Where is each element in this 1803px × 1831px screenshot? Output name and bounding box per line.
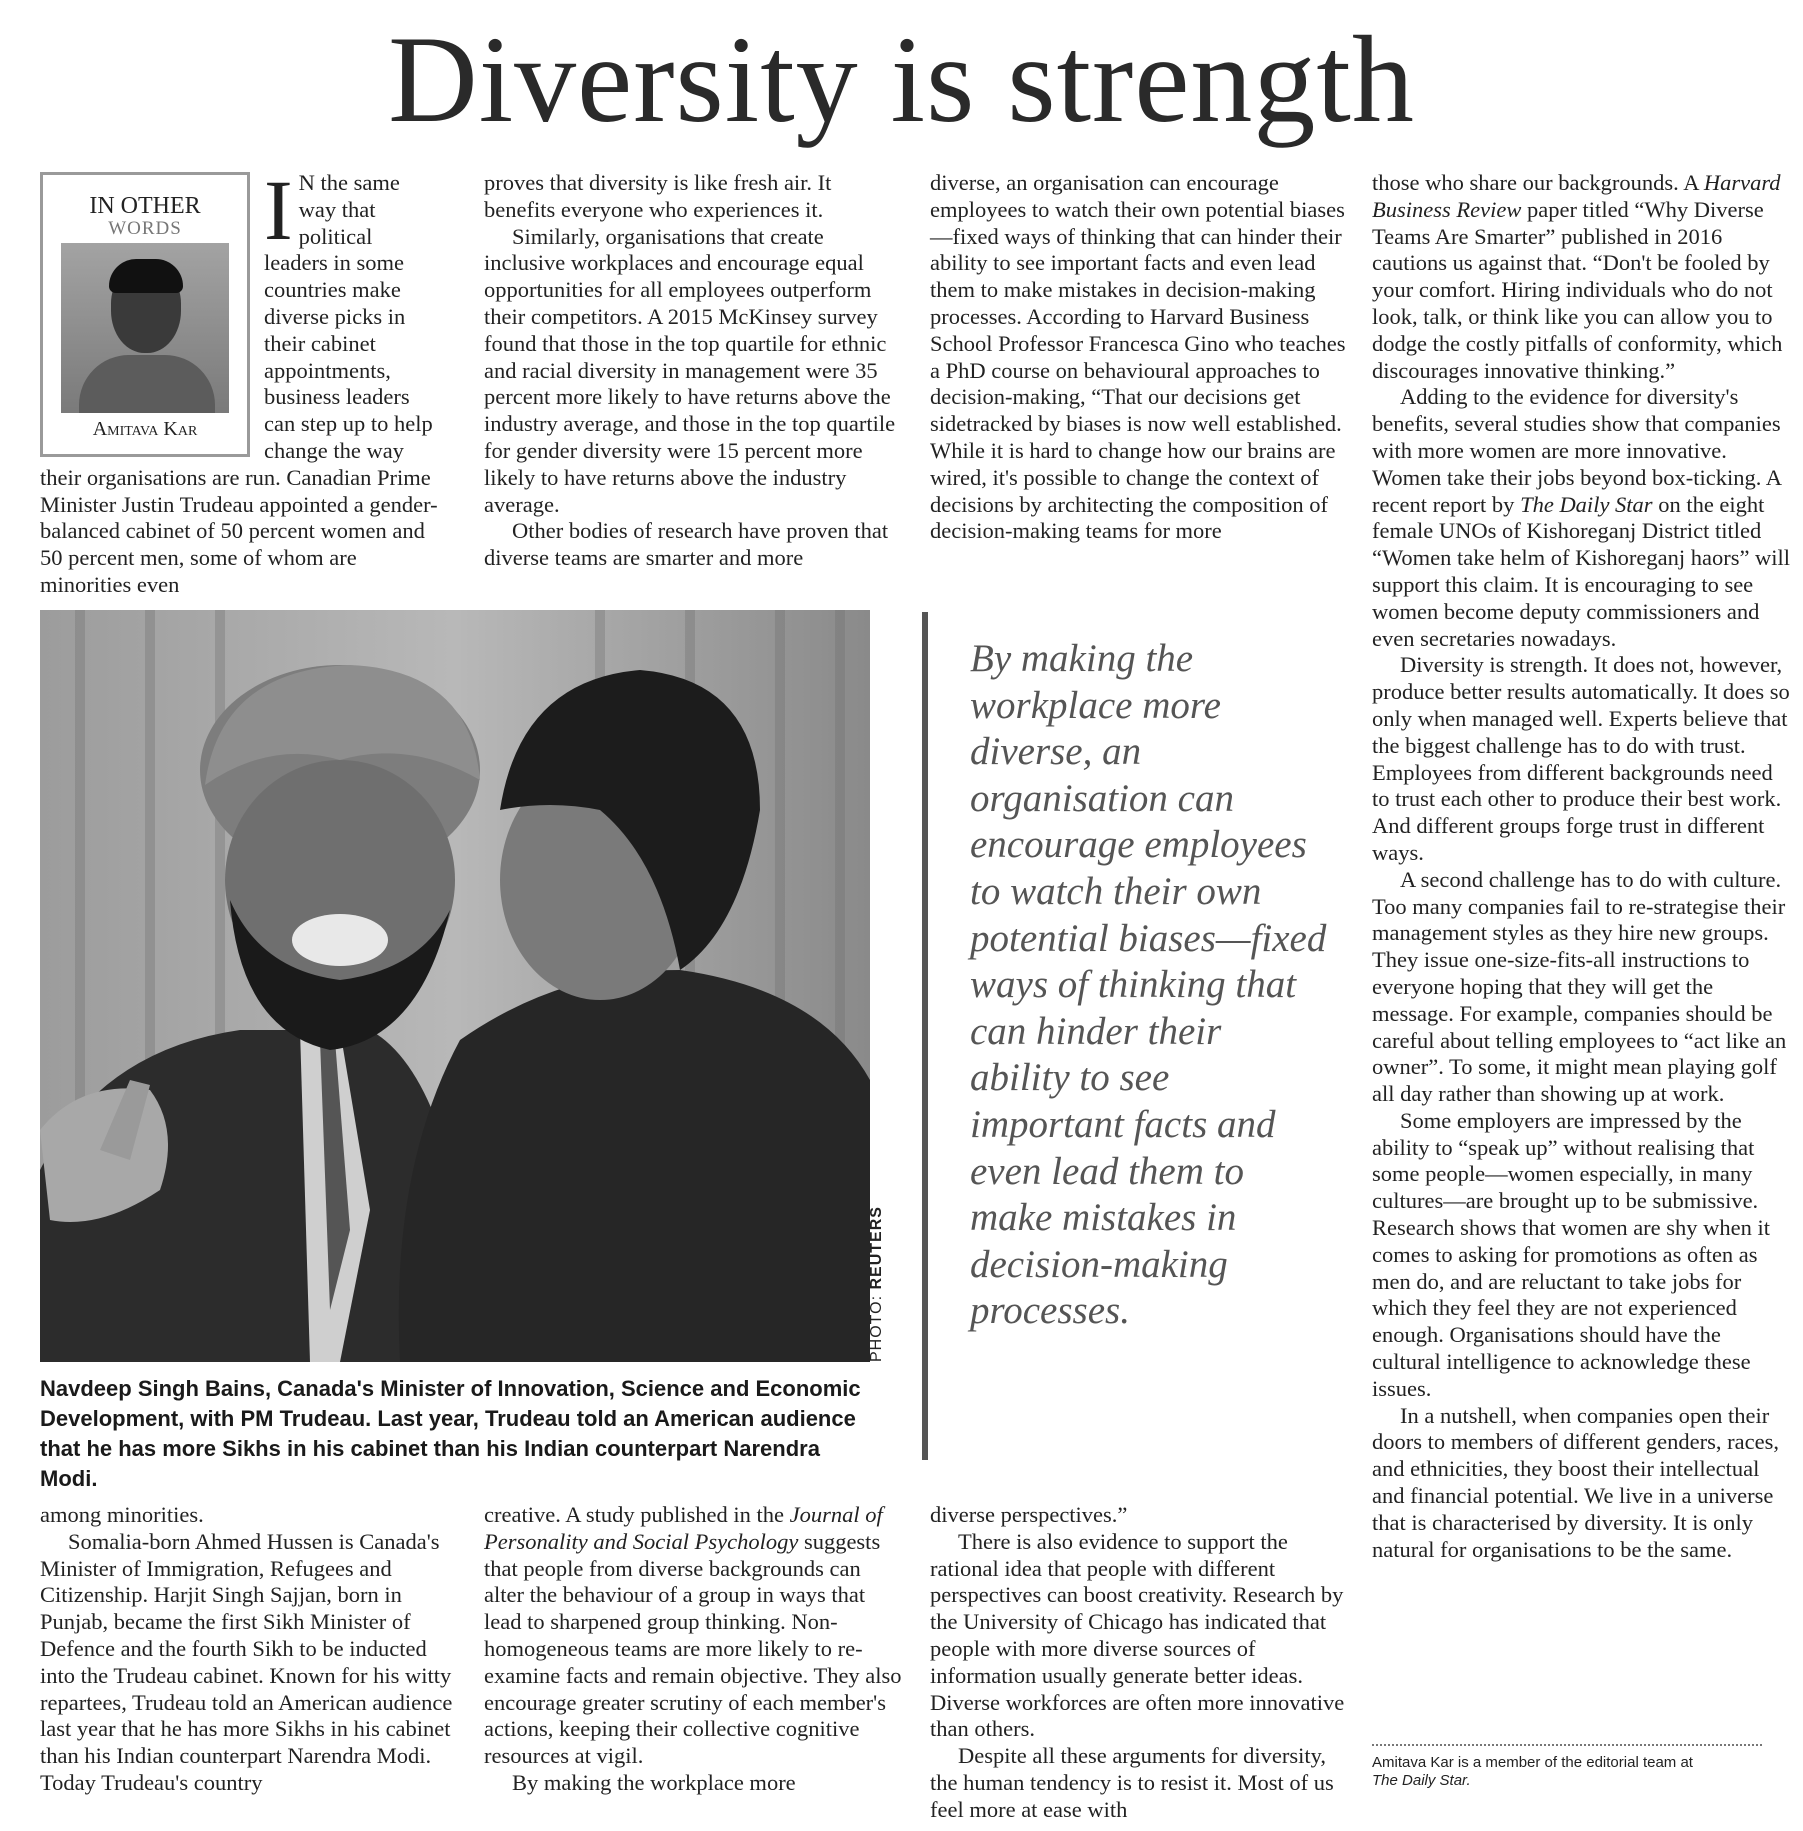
author-headshot [61, 243, 229, 413]
paragraph: There is also evidence to support the rational idea that people with different perspectives can boost creativity. Research by the University of Chicago has indicated that people with more diverse sources of information usually generate better ideas. Diverse workforces are often more innovative than others. [930, 1528, 1345, 1742]
column-4 [1372, 170, 1792, 1563]
paragraph: Adding to the evidence for diversity's benefits, several studies show that companies with more women are more innovative. Women take their jobs beyond box-ticking. A recent report by The Daily Star on the eight female UNOs of Kishoreganj District titled “Women take helm of Kishoreganj haors” will support this claim. It is encouraging to see women become deputy commissioners and even secretaries nowadays. [1372, 384, 1791, 651]
paragraph: Diversity is strength. It does not, however, produce better results automatically. It does so only when managed well. Experts believe that the biggest challenge has to do with trust. Employees from different backgrounds need to trust each other to produce their best work. And different groups forge trust in different ways. [1372, 652, 1790, 865]
pull-quote: By making the workplace more diverse, an organisation can encourage employees to watch their own potential biases—fixed ways of thinking that can hinder their ability to see important facts and even lead them to make mistakes in decision-making processes. [970, 637, 1327, 1333]
publication-name: The Daily Star [1520, 491, 1653, 517]
headline: Diversity is strength [388, 11, 1415, 148]
paragraph: By making the workplace more [512, 1769, 796, 1795]
column-2-bottom [484, 1502, 904, 1797]
paragraph: A second challenge has to do with culture. Too many companies fail to re-strategise their management styles as they hire new groups. They issue one-size-fits-all instructions to everyone hoping that they will get the message. For example, companies should be careful about telling employees to “act like an owner”. To some, it might mean playing golf all day rather than showing up at work. [1372, 866, 1787, 1107]
publication-name: The Daily Star. [1372, 1772, 1471, 1789]
column-kicker-sub: WORDS [108, 218, 182, 239]
photo-credit: PHOTO: REUTERS [868, 1206, 885, 1362]
paragraph: those who share our backgrounds. A Harvard Business Review paper titled “Why Diverse Teams Are Smarter” published in 2016 cautions us against that. “Don't be fooled by your comfort. Hiring individuals who do not look, talk, or think like you can allow you to dodge the costly pitfalls of conformity, which discourages innovative thinking.” [1372, 170, 1783, 383]
paragraph: Despite all these arguments for diversity, the human tendency is to resist it. Most of us feel more at ease with [930, 1743, 1334, 1822]
paragraph: diverse perspectives.” [930, 1502, 1128, 1527]
column-3-bottom [930, 1502, 1350, 1824]
column-3-top [930, 170, 1350, 545]
photo-caption: Navdeep Singh Bains, Canada's Minister of Innovation, Science and Economic Development, with PM Trudeau. Last year, Trudeau told an American audience that he has more Sikhs in his cabinet than his Indian counterpart Narendra Modi. [40, 1376, 861, 1491]
column-kicker: IN OTHER [89, 193, 201, 219]
journal-name: Journal of Personality and Social Psychology [484, 1502, 883, 1554]
publication-name: Harvard Business Review [1372, 170, 1781, 222]
pullquote-rule [922, 612, 928, 1460]
author-bio: Amitava Kar is a member of the editorial team at The Daily Star. [1372, 1754, 1693, 1789]
paragraph: creative. A study published in the Journal of Personality and Social Psychology suggests that people from diverse backgrounds can alter the behaviour of a group in ways that lead to sharpened group thinking. Non-homogeneous teams are more likely to re-examine facts and remain objective. They also encourage greater scrutiny of each member's actions, keeping their collective cognitive resources at vigil. [484, 1502, 902, 1769]
author-name: Amitava Kar [92, 418, 198, 440]
column-2-top [484, 170, 904, 572]
paragraph: diverse, an organisation can encourage employees to watch their own potential biases—fixed ways of thinking that can hinder their ability to see important facts and even lead them to make mistakes in decision-making processes. According to Harvard Business School Professor Francesca Gino who teaches a PhD course on behavioural approaches to decision-making, “That our decisions get sidetracked by biases is now well established. While it is hard to change how our brains are wired, it's possible to change the context of decisions by architecting the composition of decision-making teams for more [930, 170, 1346, 544]
paragraph: proves that diversity is like fresh air. It benefits everyone who experiences it. [484, 170, 832, 222]
bio-divider [1372, 1744, 1762, 1746]
news-photo [40, 610, 870, 1362]
paragraph: Similarly, organisations that create inclusive workplaces and encourage equal opportunities for all employees outperform their competitors. A 2015 McKinsey survey found that those in the top quartile for ethnic and racial diversity in management were 35 percent more likely to have returns above the industry average, and those in the top quartile for gender diversity were 15 percent more likely to have returns above the industry average. [484, 223, 896, 517]
drop-cap: I [264, 162, 293, 258]
column-byline-box [40, 172, 250, 457]
column-1-bottom [40, 1502, 460, 1797]
column-1-top [40, 162, 440, 599]
paragraph: In a nutshell, when companies open their doors to members of different genders, races, and ethnicities, they boost their intellectual and financial potential. We live in a universe that is characterised by diversity. It is only natural for organisations to be the same. [1372, 1402, 1779, 1562]
intro-text: N the same way that political leaders in some countries make diverse picks in their cabinet appointments, business leaders can step up to help change the way their organisations are run. Canadian Prime Minister Justin Trudeau appointed a gender-balanced cabinet of 50 percent women and 50 percent men, some of whom are minorities even [40, 170, 438, 597]
photo-illustration [40, 610, 870, 1362]
paragraph: Other bodies of research have proven that diverse teams are smarter and more [484, 518, 889, 571]
paragraph: among minorities. [40, 1502, 204, 1527]
paragraph: Some employers are impressed by the ability to “speak up” without realising that some people—women especially, in many cultures—are brought up to be submissive. Research shows that women are shy when it comes to asking for promotions as often as men do, and are reluctant to take jobs for which they feel they are not experienced enough. Organisations should have the cultural intelligence to acknowledge these issues. [1372, 1107, 1771, 1401]
paragraph: Somalia-born Ahmed Hussen is Canada's Minister of Immigration, Refugees and Citizenship. Harjit Singh Sajjan, born in Punjab, became the first Sikh Minister of Defence and the fourth Sikh to be inducted into the Trudeau cabinet. Known for his witty repartees, Trudeau told an American audience last year that he has more Sikhs in his cabinet than his Indian counterpart Narendra Modi. Today Trudeau's country [40, 1528, 453, 1795]
